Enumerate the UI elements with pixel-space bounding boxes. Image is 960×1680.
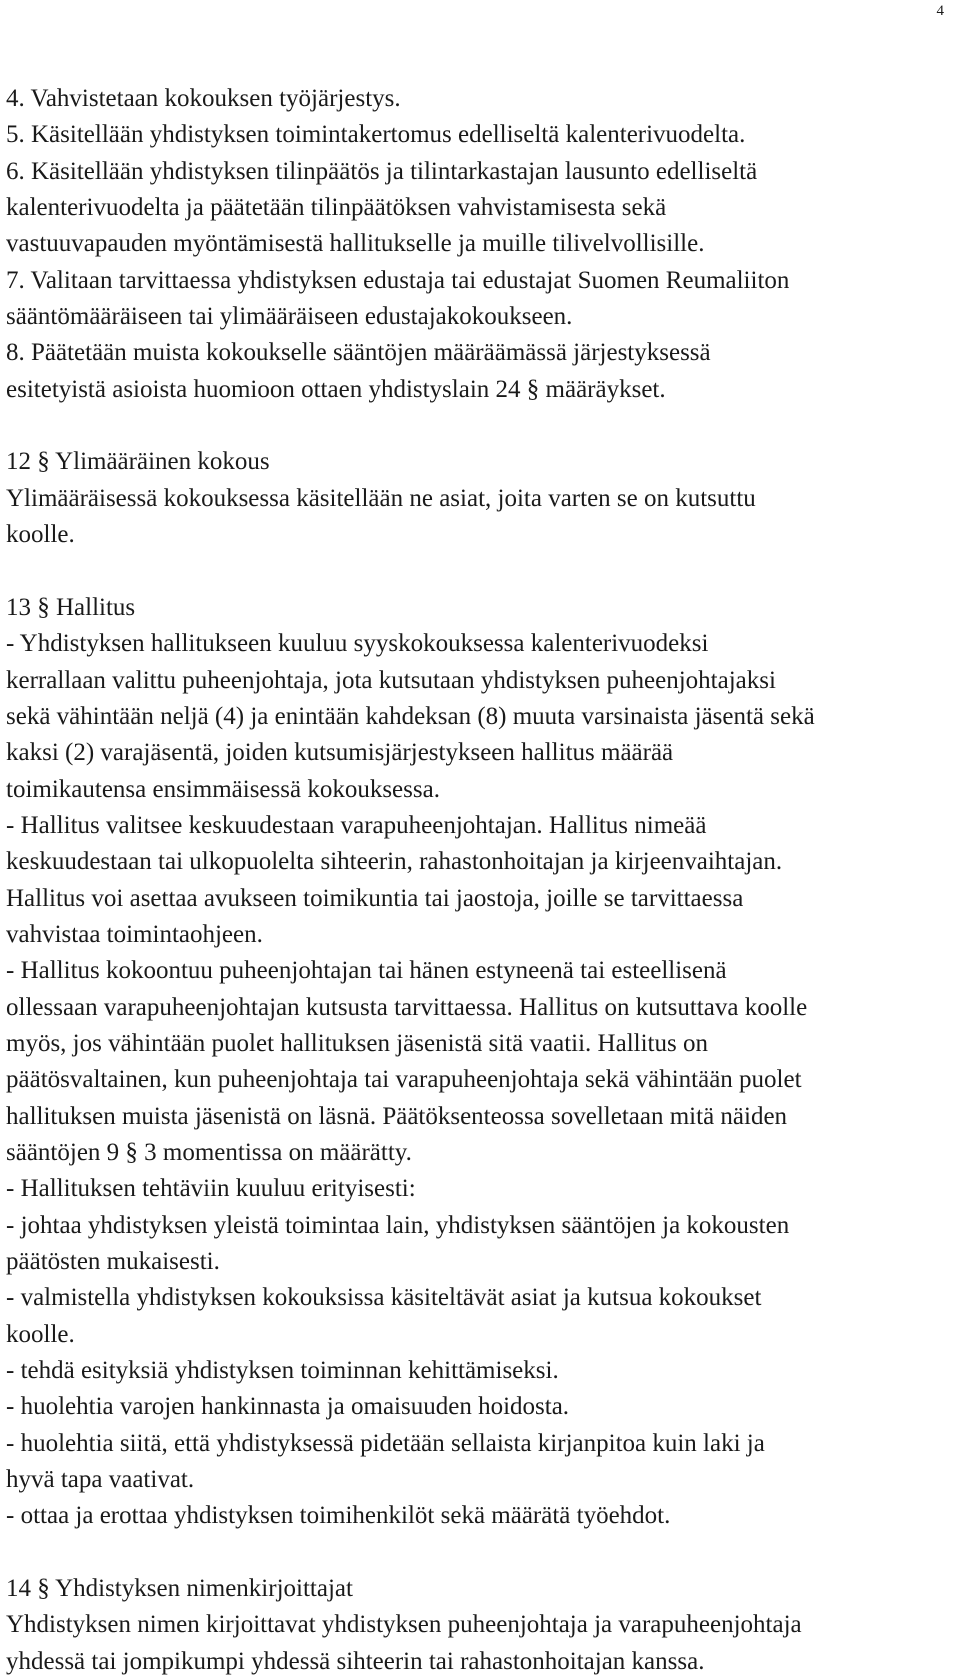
text-line: 8. Päätetään muista kokoukselle sääntöjen määräämässä järjestyksessä xyxy=(6,339,711,367)
text-line: keskuudestaan tai ulkopuolelta sihteerin, rahastonhoitajan ja kirjeenvaihtajan. xyxy=(6,848,783,876)
text-line: - johtaa yhdistyksen yleistä toimintaa lain, yhdistyksen sääntöjen ja kokousten xyxy=(6,1211,790,1239)
text-line: 4. Vahvistetaan kokouksen työjärjestys. xyxy=(6,85,401,112)
text-line: sääntömääräiseen tai ylimääräiseen edustajakokoukseen. xyxy=(6,303,573,331)
text-line: sekä vähintään neljä (4) ja enintään kahdeksan (8) muuta varsinaista jäsentä sekä xyxy=(6,702,815,730)
text-line: kalenterivuodelta ja päätetään tilinpäätöksen vahvistamisesta sekä xyxy=(6,194,667,222)
text-line: koolle. xyxy=(6,1320,75,1348)
text-line: 5. Käsitellään yhdistyksen toimintakertomus edelliseltä kalenterivuodelta. xyxy=(6,121,746,149)
text-line: koolle. xyxy=(6,521,75,549)
text-line: - huolehtia varojen hankinnasta ja omaisuuden hoidosta. xyxy=(6,1393,570,1421)
text-line: sääntöjen 9 § 3 momentissa on määrätty. xyxy=(6,1138,412,1166)
text-line: - tehdä esityksiä yhdistyksen toiminnan kehittämiseksi. xyxy=(6,1357,559,1385)
text-line: Ylimääräisessä kokouksessa käsitellään ne asiat, joita varten se on kutsuttu xyxy=(6,484,756,512)
text-line: - ottaa ja erottaa yhdistyksen toimihenkilöt sekä määrätä työehdot. xyxy=(6,1502,671,1530)
text-line: - Yhdistyksen hallitukseen kuuluu syyskokouksessa kalenterivuodeksi xyxy=(6,630,709,658)
text-line: - Hallitus kokoontuu puheenjohtajan tai hänen estyneenä tai esteellisenä xyxy=(6,957,727,985)
text-line: kaksi (2) varajäsentä, joiden kutsumisjärjestykseen hallitus määrää xyxy=(6,739,674,767)
paragraph-gap xyxy=(6,408,951,444)
text-line: - valmistella yhdistyksen kokouksissa käsiteltävät asiat ja kutsua kokoukset xyxy=(6,1284,762,1312)
text-line: - Hallitus valitsee keskuudestaan varapuheenjohtajan. Hallitus nimeää xyxy=(6,811,707,839)
page-number: 4 xyxy=(936,3,944,19)
text-line: toimikautensa ensimmäisessä kokouksessa. xyxy=(6,775,440,803)
text-line: Yhdistyksen nimen kirjoittavat yhdistyksen puheenjohtaja ja varapuheenjohtaja xyxy=(6,1611,802,1639)
text-line: yhdessä tai jompikumpi yhdessä sihteerin tai rahastonhoitajan kanssa. xyxy=(6,1647,705,1675)
text-line: hyvä tapa vaativat. xyxy=(6,1466,195,1494)
text-line: päätösten mukaisesti. xyxy=(6,1248,220,1275)
text-line: vahvistaa toimintaohjeen. xyxy=(6,920,263,948)
text-line: 13 § Hallitus xyxy=(6,593,136,621)
text-line: - huolehtia siitä, että yhdistyksessä pidetään sellaista kirjanpitoa kuin laki ja xyxy=(6,1429,765,1457)
text-line: - Hallituksen tehtäviin kuuluu erityisesti: xyxy=(6,1175,416,1203)
text-line: esitetyistä asioista huomioon ottaen yhdistyslain 24 § määräykset. xyxy=(6,375,666,403)
text-line: 14 § Yhdistyksen nimenkirjoittajat xyxy=(6,1575,353,1603)
text-line: kerrallaan valittu puheenjohtaja, jota kutsutaan yhdistyksen puheenjohtajaksi xyxy=(6,666,776,694)
text-line: vastuuvapauden myöntämisestä hallitukselle ja muille tilivelvollisille. xyxy=(6,230,705,258)
text-line: myös, jos vähintään puolet hallituksen jäsenistä sitä vaatii. Hallitus on xyxy=(6,1029,708,1057)
text-line: 6. Käsitellään yhdistyksen tilinpäätös ja tilintarkastajan lausunto edelliseltä xyxy=(6,157,758,185)
text-line: Hallitus voi asettaa avukseen toimikuntia tai jaostoja, joille se tarvittaessa xyxy=(6,884,744,912)
text-line: hallituksen muista jäsenistä on läsnä. Päätöksenteossa sovelletaan mitä näiden xyxy=(6,1102,788,1130)
paragraph-gap xyxy=(6,553,951,589)
text-line: päätösvaltainen, kun puheenjohtaja tai varapuheenjohtaja sekä vähintään puolet xyxy=(6,1066,802,1094)
text-line: 12 § Ylimääräinen kokous xyxy=(6,448,270,476)
document-body xyxy=(6,81,951,1680)
text-line: 7. Valitaan tarvittaessa yhdistyksen edustaja tai edustajat Suomen Reumaliiton xyxy=(6,266,790,294)
text-line: ollessaan varapuheenjohtajan kutsusta tarvittaessa. Hallitus on kutsuttava koolle xyxy=(6,993,808,1021)
paragraph-gap xyxy=(6,1535,951,1571)
